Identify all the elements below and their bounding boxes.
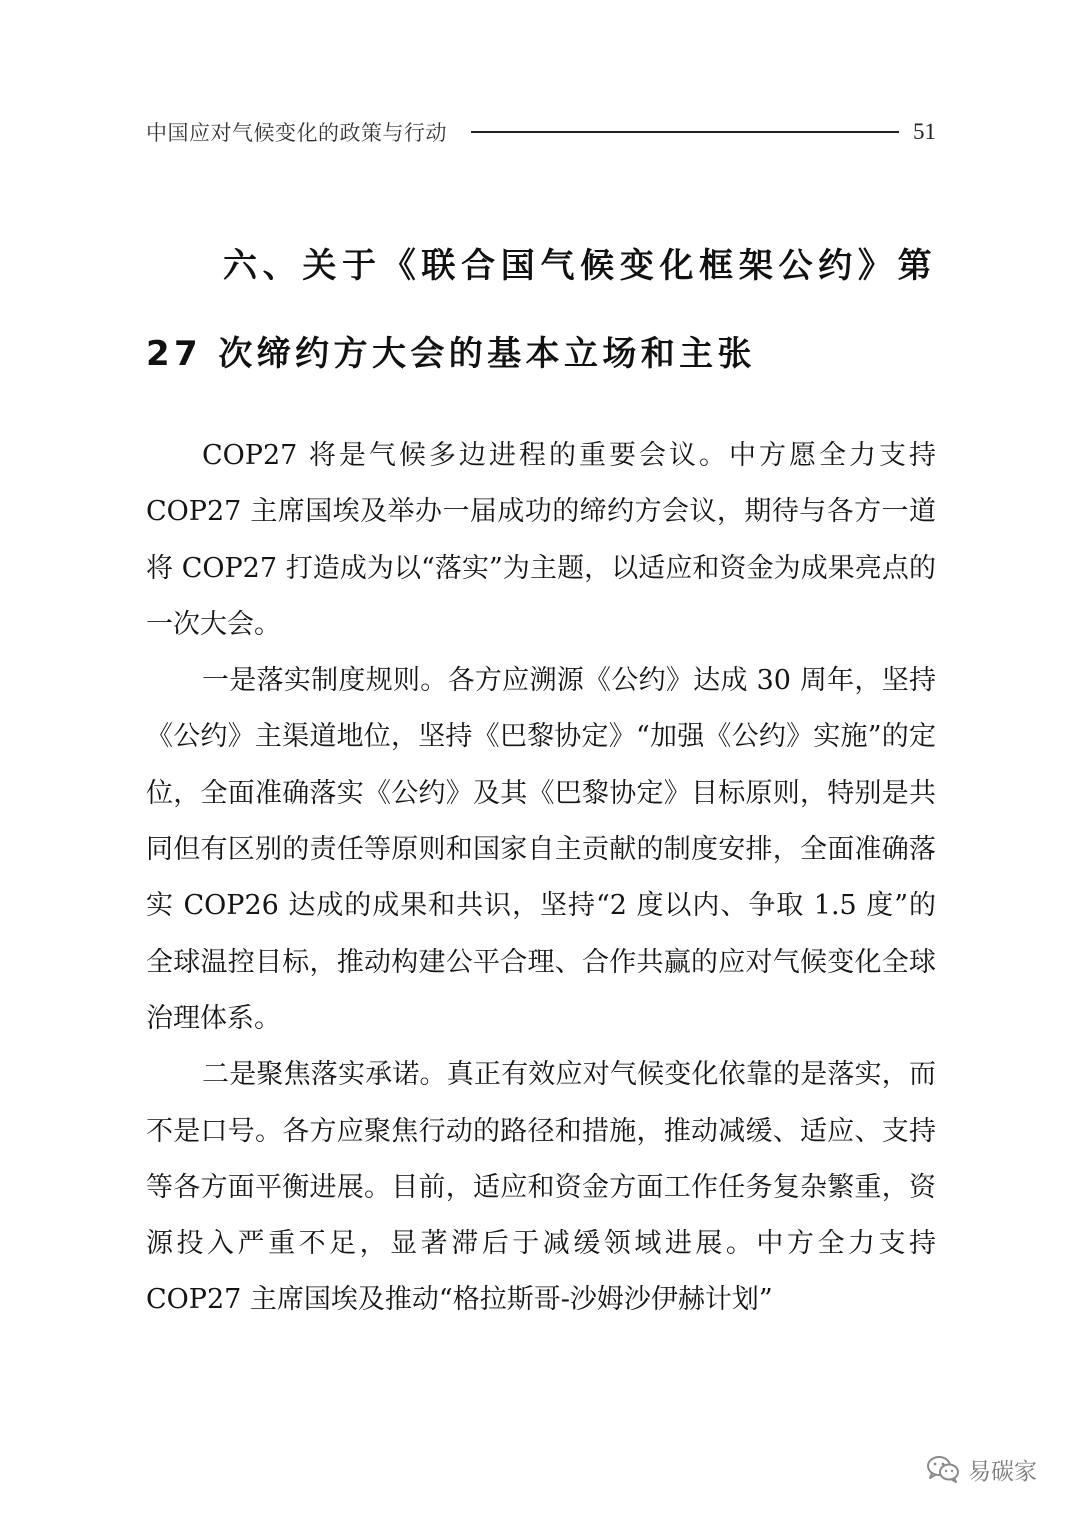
header-rule (471, 131, 899, 133)
paragraph: 二是聚焦落实承诺。真正有效应对气候变化依靠的是落实，而不是口号。各方应聚焦行动的路径和措施，推动减缓、适应、支持等各方面平衡进展。目前，适应和资金方面工作任务复杂繁重，资源投入严重不足，显著滞后于减缓领域进展。中方全力支持 COP27 主席国埃及推动“格拉斯哥-沙姆沙伊赫计划” (146, 1059, 936, 1316)
body-text (146, 428, 936, 1329)
header-title: 中国应对气候变化的政策与行动 (146, 121, 447, 145)
page-number: 51 (913, 119, 936, 144)
paragraph: 一是落实制度规则。各方应溯源《公约》达成 30 周年，坚持《公约》主渠道地位，坚持《巴黎协定》“加强《公约》实施”的定位，全面准确落实《公约》及其《巴黎协定》目标原则，特别是共同但有区别的责任等原则和国家自主贡献的制度安排，全面准确落实 COP26 达成的成果和共识，坚持“2 度以内、争取 1.5 度”的全球温控目标，推动构建公平合理、合作共赢的应对气候变化全球治理体系。 (146, 665, 936, 1034)
watermark (926, 1452, 1037, 1486)
section-heading: 六、关于《联合国气候变化框架公约》第 27 次缔约方大会的基本立场和主张 (146, 246, 936, 374)
watermark-text: 易碳家 (968, 1458, 1037, 1485)
paragraph: COP27 将是气候多边进程的重要会议。中方愿全力支持 COP27 主席国埃及举办一届成功的缔约方会议，期待与各方一道将 COP27 打造成为以“落实”为主题，以适应和资金为成果亮点的一次大会。 (146, 440, 936, 640)
wechat-icon (926, 1455, 960, 1483)
running-header (146, 114, 936, 150)
